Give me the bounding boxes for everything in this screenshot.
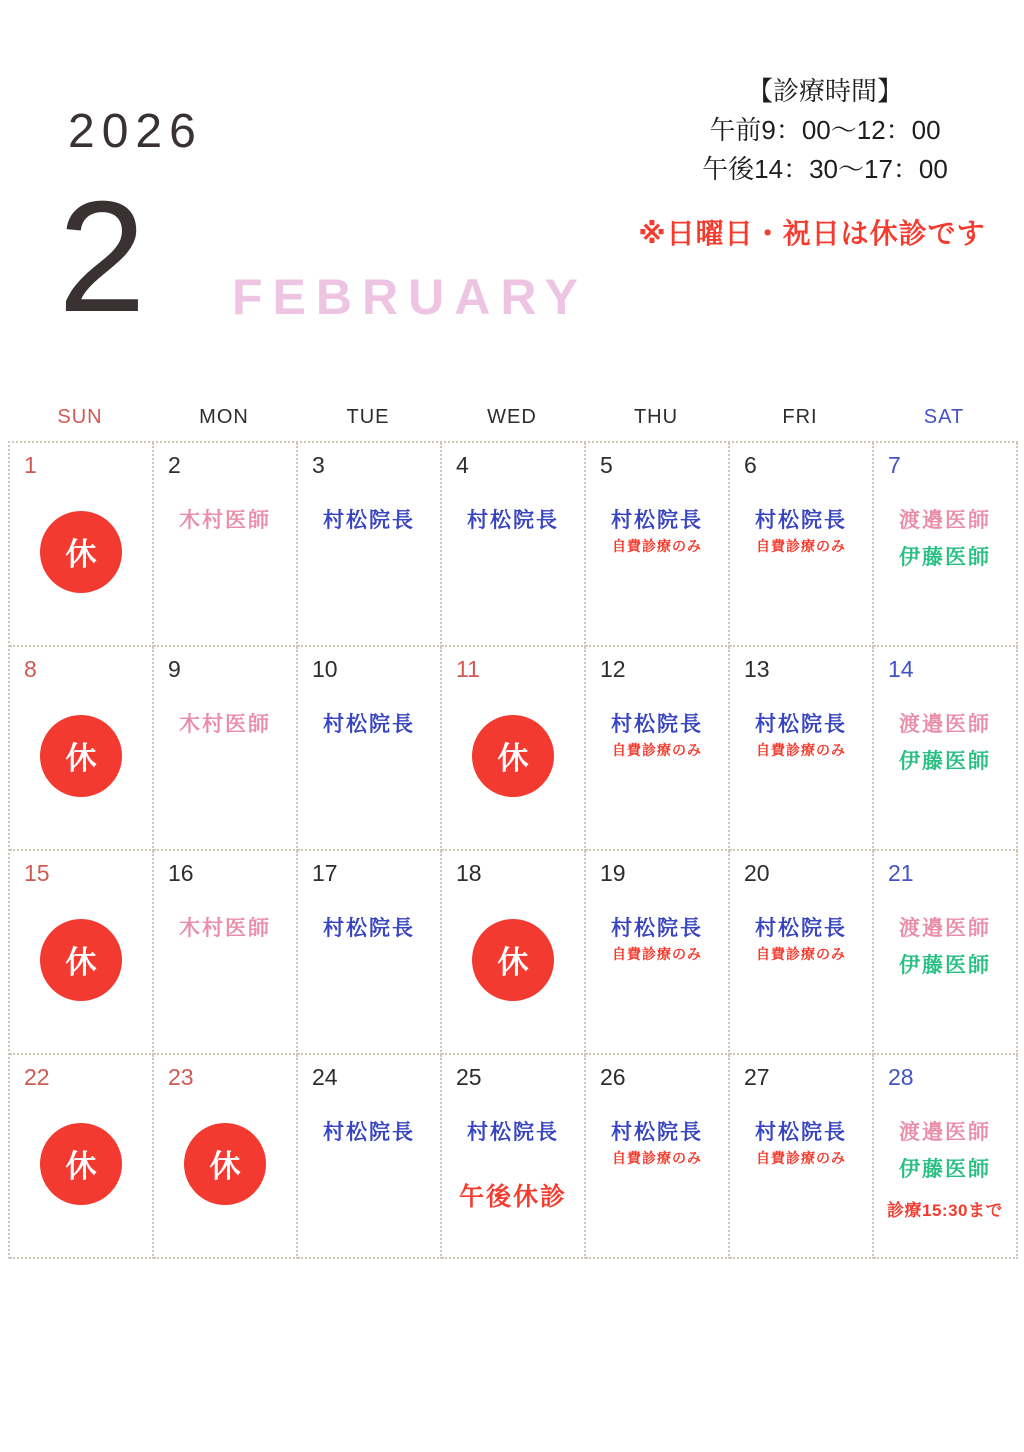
day-cell-23	[154, 1055, 298, 1259]
closed-badge: 休	[472, 919, 554, 1001]
date-number: 5	[600, 452, 613, 478]
doctor-name: 伊藤医師	[899, 749, 991, 773]
doctor-name: 村松院長	[467, 1120, 559, 1144]
doctor-name: 村松院長	[323, 712, 415, 736]
day-cell-5	[586, 443, 730, 647]
date-number: 10	[312, 656, 338, 682]
doctor-name: 木村医師	[179, 712, 271, 736]
day-cell-18	[442, 851, 586, 1055]
doctor-name: 渡邉医師	[899, 916, 991, 940]
weekday-label-thu: THU	[633, 406, 679, 428]
calendar-month-name: FEBRUARY	[232, 269, 588, 325]
weekday-label-wed: WED	[487, 406, 537, 428]
date-number: 23	[168, 1064, 194, 1090]
clinic-hours-title: 【診療時間】	[746, 76, 903, 106]
day-cell-16	[154, 851, 298, 1055]
date-number: 9	[168, 656, 181, 682]
doctor-name: 木村医師	[179, 508, 271, 532]
schedule-note: 自費診療のみ	[756, 537, 846, 554]
date-number: 6	[744, 452, 757, 478]
date-number: 8	[24, 656, 37, 682]
day-cell-8	[10, 647, 154, 851]
day-cell-24	[298, 1055, 442, 1259]
schedule-note: 自費診療のみ	[612, 1149, 702, 1166]
doctor-name: 村松院長	[755, 1120, 847, 1144]
day-cell-4	[442, 443, 586, 647]
day-cell-15	[10, 851, 154, 1055]
date-number: 16	[168, 860, 194, 886]
doctor-name: 木村医師	[179, 916, 271, 940]
doctor-name: 村松院長	[611, 916, 703, 940]
day-cell-1	[10, 443, 154, 647]
clinic-hours-afternoon: 午後14：30〜17：00	[702, 154, 948, 184]
calendar-month-number: 2	[58, 169, 146, 345]
date-number: 19	[600, 860, 626, 886]
doctor-name: 渡邉医師	[899, 712, 991, 736]
day-cell-19	[586, 851, 730, 1055]
schedule-note: 診療15:30まで	[887, 1200, 1003, 1220]
doctor-name: 村松院長	[755, 712, 847, 736]
day-cell-13	[730, 647, 874, 851]
doctor-name: 渡邉医師	[899, 508, 991, 532]
weekday-label-fri: FRI	[782, 406, 818, 428]
calendar-year: 2026	[68, 105, 203, 158]
weekday-label-sat: SAT	[923, 406, 965, 428]
date-number: 17	[312, 860, 338, 886]
date-number: 13	[744, 656, 770, 682]
doctor-name: 村松院長	[323, 1120, 415, 1144]
day-cell-27	[730, 1055, 874, 1259]
doctor-name: 村松院長	[611, 508, 703, 532]
day-cell-10	[298, 647, 442, 851]
day-cell-22	[10, 1055, 154, 1259]
weekday-label-mon: MON	[199, 406, 249, 428]
day-cell-2	[154, 443, 298, 647]
clinic-hours-block	[630, 78, 1020, 182]
day-cell-20	[730, 851, 874, 1055]
day-cell-9	[154, 647, 298, 851]
closed-badge: 休	[184, 1123, 266, 1205]
schedule-note: 自費診療のみ	[756, 1149, 846, 1166]
day-cell-7	[874, 443, 1018, 647]
date-number: 24	[312, 1064, 338, 1090]
date-number: 4	[456, 452, 469, 478]
doctor-name: 村松院長	[467, 508, 559, 532]
day-cell-26	[586, 1055, 730, 1259]
date-number: 14	[888, 656, 914, 682]
closed-badge: 休	[40, 1123, 122, 1205]
schedule-note: 午後休診	[458, 1182, 567, 1211]
weekday-label-tue: TUE	[346, 406, 390, 428]
day-cell-12	[586, 647, 730, 851]
doctor-name: 村松院長	[323, 916, 415, 940]
doctor-name: 伊藤医師	[899, 1157, 991, 1181]
weekday-row	[8, 406, 1016, 429]
date-number: 25	[456, 1064, 482, 1090]
doctor-name: 村松院長	[755, 916, 847, 940]
doctor-name: 渡邉医師	[899, 1120, 991, 1144]
date-number: 1	[24, 452, 37, 478]
day-cell-17	[298, 851, 442, 1055]
date-number: 12	[600, 656, 626, 682]
day-cell-14	[874, 647, 1018, 851]
closed-badge: 休	[40, 919, 122, 1001]
sunday-holiday-closed-note: ※日曜日・祝日は休診です	[638, 218, 986, 249]
schedule-note: 自費診療のみ	[756, 741, 846, 758]
date-number: 21	[888, 860, 914, 886]
day-cell-3	[298, 443, 442, 647]
weekday-label-sun: SUN	[57, 406, 103, 428]
doctor-name: 伊藤医師	[899, 545, 991, 569]
day-cell-21	[874, 851, 1018, 1055]
date-number: 7	[888, 452, 901, 478]
day-cell-25	[442, 1055, 586, 1259]
day-cell-28	[874, 1055, 1018, 1259]
date-number: 2	[168, 452, 181, 478]
doctor-name: 村松院長	[611, 712, 703, 736]
clinic-hours-morning: 午前9：00〜12：00	[709, 115, 941, 145]
doctor-name: 伊藤医師	[899, 953, 991, 977]
doctor-name: 村松院長	[611, 1120, 703, 1144]
schedule-note: 自費診療のみ	[612, 741, 702, 758]
schedule-note: 自費診療のみ	[756, 945, 846, 962]
closed-badge: 休	[40, 715, 122, 797]
doctor-name: 村松院長	[755, 508, 847, 532]
day-cell-6	[730, 443, 874, 647]
day-cell-11	[442, 647, 586, 851]
date-number: 20	[744, 860, 770, 886]
date-number: 15	[24, 860, 50, 886]
date-number: 18	[456, 860, 482, 886]
schedule-note: 自費診療のみ	[612, 945, 702, 962]
calendar-grid	[8, 441, 1018, 1259]
doctor-name: 村松院長	[323, 508, 415, 532]
date-number: 28	[888, 1064, 914, 1090]
date-number: 11	[456, 656, 480, 682]
date-number: 26	[600, 1064, 626, 1090]
closed-badge: 休	[472, 715, 554, 797]
schedule-note: 自費診療のみ	[612, 537, 702, 554]
date-number: 3	[312, 452, 325, 478]
date-number: 27	[744, 1064, 770, 1090]
date-number: 22	[24, 1064, 50, 1090]
closed-badge: 休	[40, 511, 122, 593]
